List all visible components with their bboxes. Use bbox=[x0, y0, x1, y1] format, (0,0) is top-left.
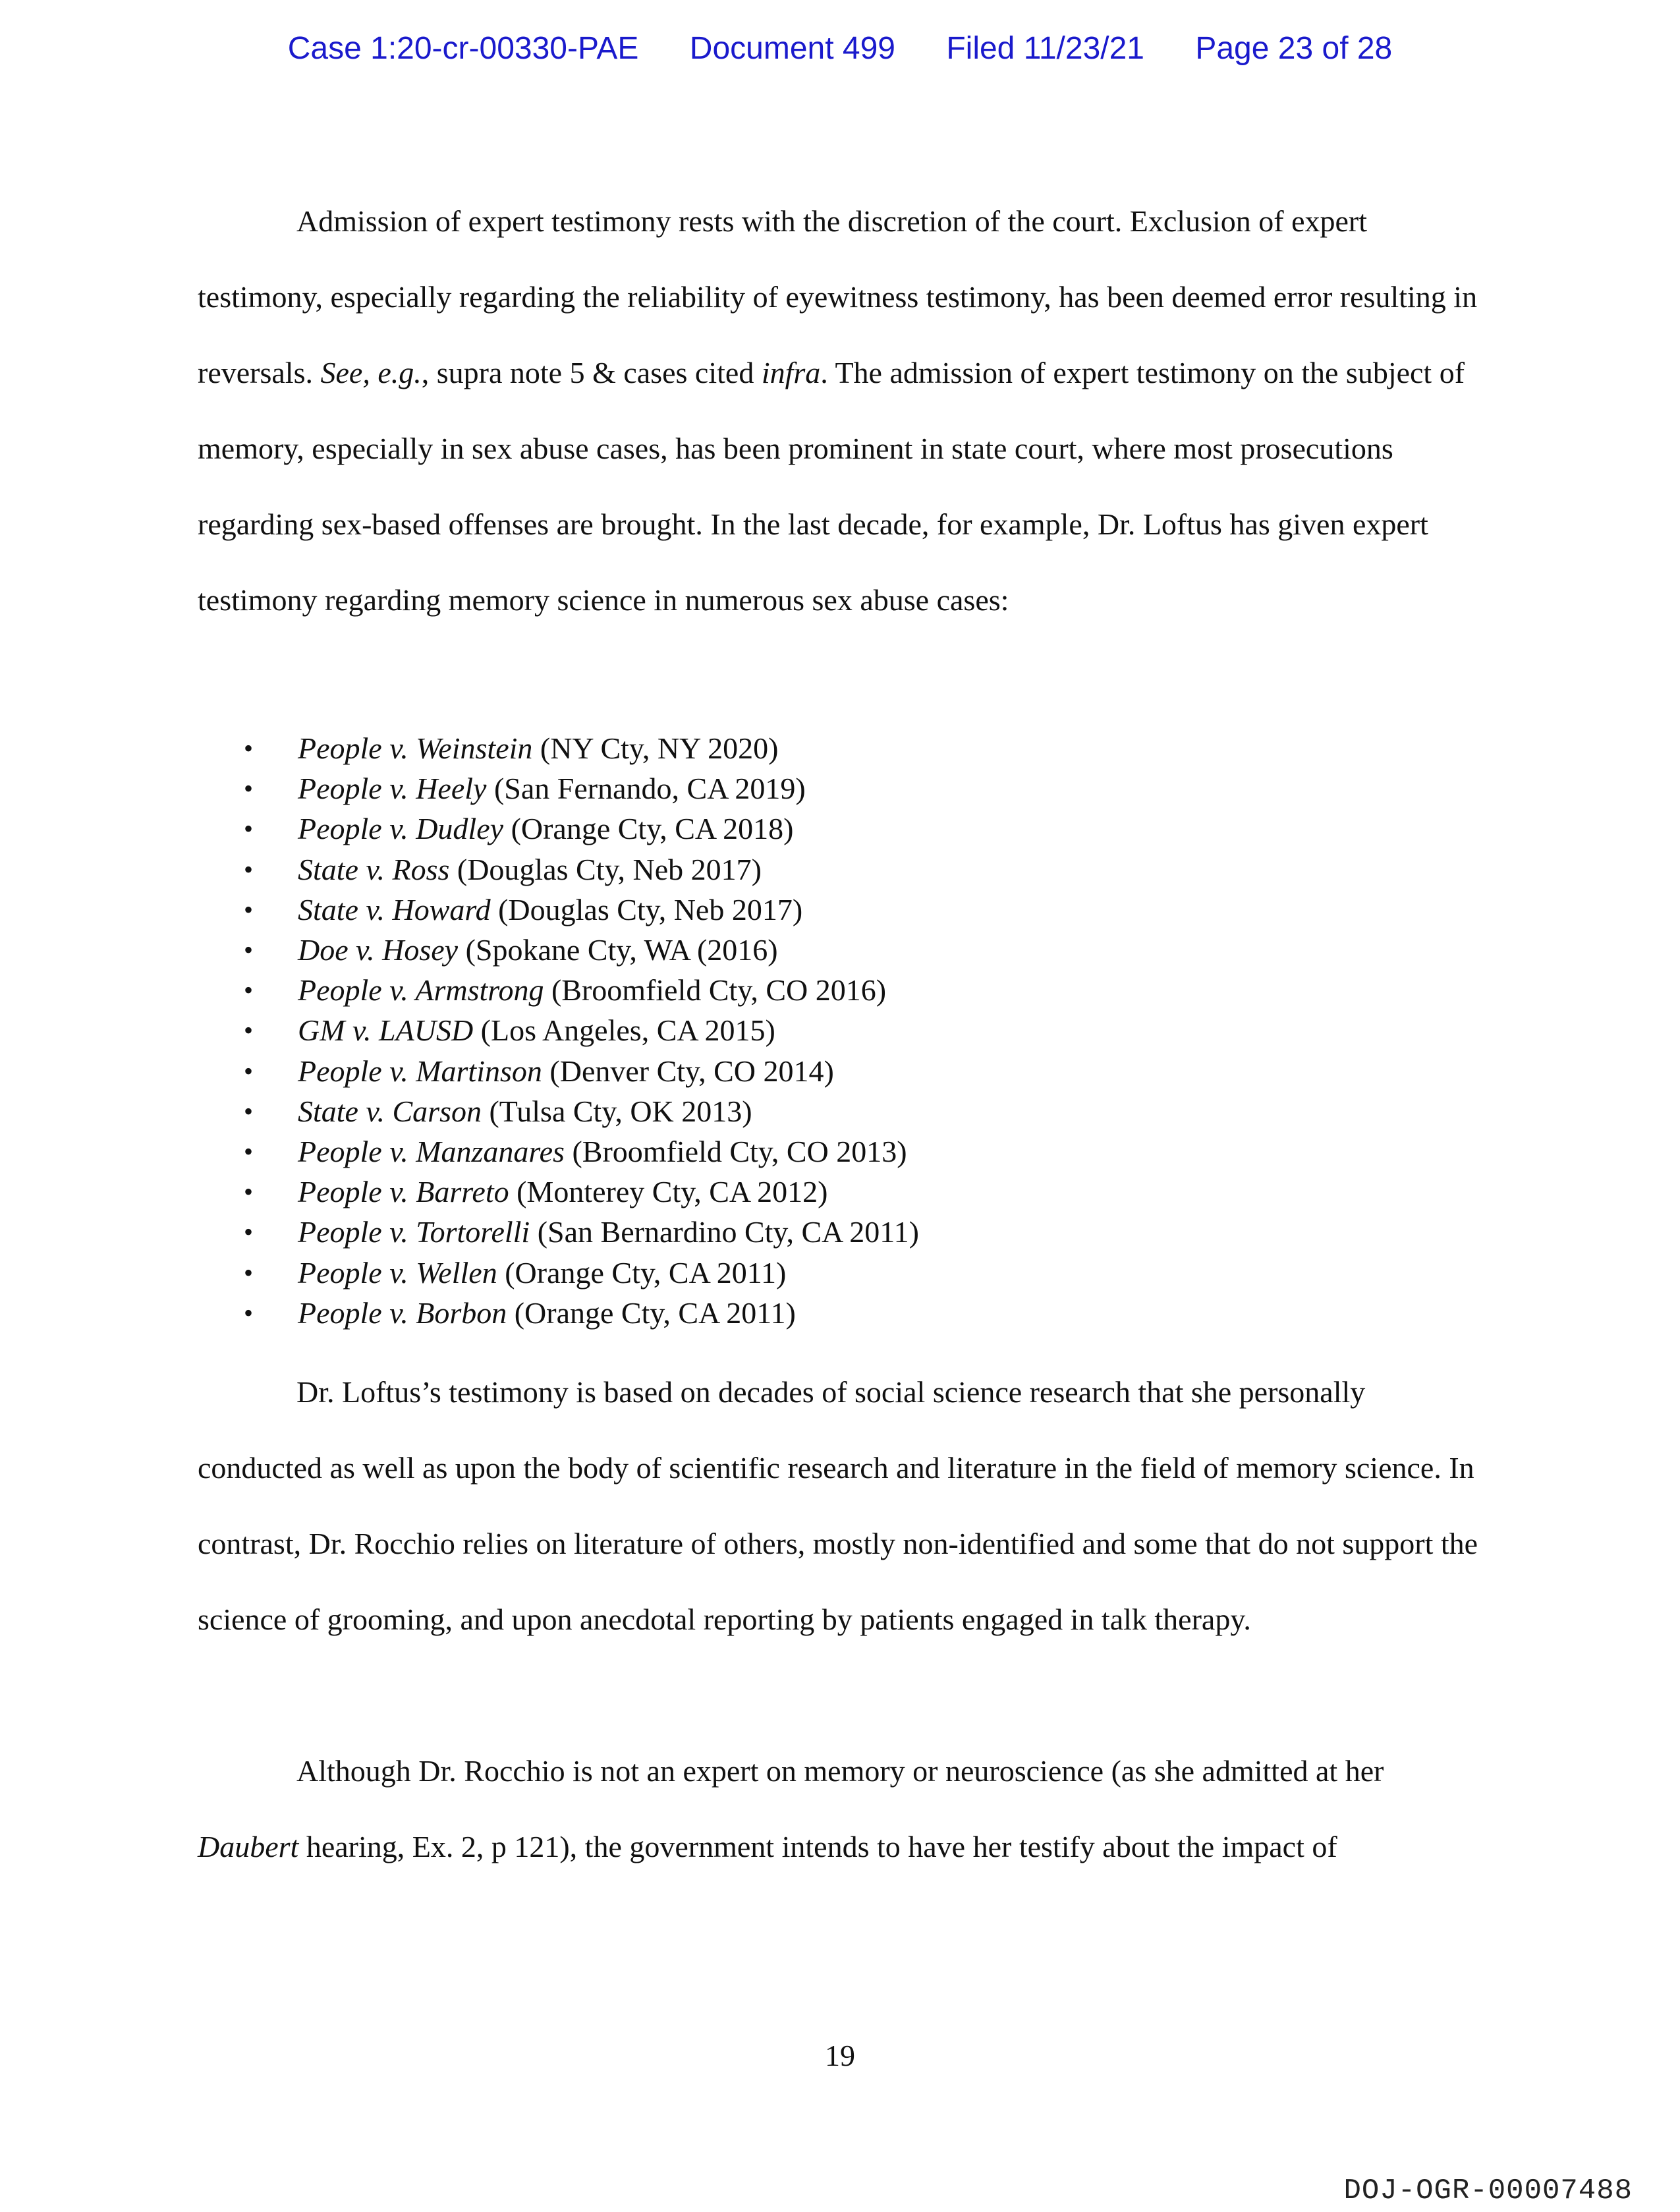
bullet-icon: • bbox=[244, 935, 254, 965]
list-item bbox=[244, 1051, 919, 1091]
case-detail: (Spokane Cty, WA (2016) bbox=[458, 933, 778, 967]
list-item bbox=[244, 1172, 919, 1212]
case-name: People v. Martinson bbox=[298, 1054, 542, 1088]
case-detail: (Orange Cty, CA 2011) bbox=[507, 1295, 796, 1330]
bullet-icon: • bbox=[244, 854, 254, 884]
bullet-icon: • bbox=[244, 1096, 254, 1126]
list-item bbox=[244, 768, 919, 808]
case-detail: (Orange Cty, CA 2018) bbox=[503, 812, 794, 846]
text-run: Admission of expert testimony rests with the discretion of the court. Exclusion of expert testimony, especially regarding the reliability of eyewitness testimony, has been deemed error resulting in reversals. bbox=[198, 204, 1478, 389]
page-indicator: Page 23 of 28 bbox=[1195, 31, 1393, 66]
list-item bbox=[244, 1212, 919, 1252]
paragraph-loftus-testimony bbox=[198, 1354, 1489, 1657]
bullet-icon: • bbox=[244, 1015, 254, 1046]
list-item bbox=[244, 1131, 919, 1172]
case-detail: (San Bernardino Cty, CA 2011) bbox=[530, 1215, 919, 1249]
case-name: GM v. LAUSD bbox=[298, 1013, 474, 1048]
list-item bbox=[244, 728, 919, 768]
text-run: Although Dr. Rocchio is not an expert on memory or neuroscience (as she admitted at her bbox=[296, 1754, 1384, 1788]
case-name: People v. Borbon bbox=[298, 1295, 507, 1330]
document-number: Document 499 bbox=[689, 31, 895, 66]
case-name: State v. Howard bbox=[298, 892, 491, 926]
case-detail: (Broomfield Cty, CO 2013) bbox=[564, 1135, 907, 1169]
list-item bbox=[244, 1091, 919, 1131]
case-header bbox=[0, 30, 1680, 67]
case-detail: (Monterey Cty, CA 2012) bbox=[509, 1175, 828, 1209]
case-name: People v. Tortorelli bbox=[298, 1215, 530, 1249]
case-name: People v. Dudley bbox=[298, 812, 504, 846]
list-item bbox=[244, 1010, 919, 1050]
case-name: People v. Barreto bbox=[298, 1175, 509, 1209]
paragraph-rocchio bbox=[198, 1733, 1489, 1885]
case-list bbox=[244, 728, 919, 1333]
bullet-icon: • bbox=[244, 733, 254, 763]
citation-signal: See, e.g. bbox=[320, 356, 422, 389]
text-run: hearing, Ex. 2, p 121), the government intends to have her testify about the impact of bbox=[298, 1830, 1337, 1863]
paragraph-admission bbox=[198, 183, 1489, 638]
bullet-icon: • bbox=[244, 894, 254, 924]
case-name: State v. Ross bbox=[298, 852, 450, 886]
bullet-icon: • bbox=[244, 1177, 254, 1207]
list-item bbox=[244, 1293, 919, 1333]
case-detail: (Douglas Cty, Neb 2017) bbox=[490, 892, 803, 926]
case-detail: (Tulsa Cty, OK 2013) bbox=[481, 1094, 752, 1128]
case-detail: (Broomfield Cty, CO 2016) bbox=[544, 973, 887, 1007]
case-detail: (Los Angeles, CA 2015) bbox=[473, 1013, 775, 1048]
case-detail: (Denver Cty, CO 2014) bbox=[542, 1054, 834, 1088]
case-detail: (Orange Cty, CA 2011) bbox=[497, 1255, 787, 1290]
case-name: Doe v. Hosey bbox=[298, 933, 459, 967]
case-name: People v. Heely bbox=[298, 772, 487, 806]
paragraph-text bbox=[198, 1733, 1489, 1885]
case-reference: Daubert bbox=[198, 1830, 299, 1863]
bates-stamp: DOJ-OGR-00007488 bbox=[1343, 2174, 1633, 2207]
list-item bbox=[244, 1253, 919, 1293]
case-detail: (San Fernando, CA 2019) bbox=[486, 772, 806, 806]
text-run: , supra note 5 & cases cited bbox=[421, 356, 762, 389]
text-run: . The admission of expert testimony on the subject of memory, especially in sex abuse cases, has been prominent in state court, where most prosecutions regarding sex-based offenses are brought. In the last decade, for example, Dr. Loftus has given expert testimony regarding memory science in numerous sex abuse cases: bbox=[198, 356, 1465, 617]
bullet-icon: • bbox=[244, 1257, 254, 1288]
case-name: State v. Carson bbox=[298, 1094, 482, 1128]
page-number: 19 bbox=[825, 2039, 855, 2072]
bullet-icon: • bbox=[244, 1056, 254, 1086]
list-item bbox=[244, 808, 919, 849]
case-detail: (Douglas Cty, Neb 2017) bbox=[449, 852, 762, 886]
case-detail: (NY Cty, NY 2020) bbox=[532, 731, 779, 765]
case-name: People v. Manzanares bbox=[298, 1135, 565, 1169]
bullet-icon: • bbox=[244, 774, 254, 804]
bullet-icon: • bbox=[244, 1217, 254, 1247]
list-item bbox=[244, 849, 919, 890]
bullet-icon: • bbox=[244, 1137, 254, 1167]
case-number: Case 1:20-cr-00330-PAE bbox=[287, 31, 639, 66]
list-item bbox=[244, 890, 919, 930]
citation-signal: infra bbox=[761, 356, 821, 389]
case-name: People v. Armstrong bbox=[298, 973, 544, 1007]
case-name: People v. Weinstein bbox=[298, 731, 533, 765]
paragraph-text bbox=[198, 183, 1489, 638]
paragraph-text: Dr. Loftus’s testimony is based on decades of social science research that she personally conducted as well as upon the body of scientific research and literature in the field of memory science. In contrast, Dr. Rocchio relies on literature of others, mostly non-identified and some that do not support the science of grooming, and upon anecdotal reporting by patients engaged in talk therapy. bbox=[198, 1375, 1478, 1636]
case-name: People v. Wellen bbox=[298, 1255, 497, 1290]
bullet-icon: • bbox=[244, 975, 254, 1006]
bullet-icon: • bbox=[244, 814, 254, 844]
list-item bbox=[244, 970, 919, 1010]
bullet-icon: • bbox=[244, 1297, 254, 1328]
list-item bbox=[244, 930, 919, 970]
filed-date: Filed 11/23/21 bbox=[946, 31, 1144, 66]
